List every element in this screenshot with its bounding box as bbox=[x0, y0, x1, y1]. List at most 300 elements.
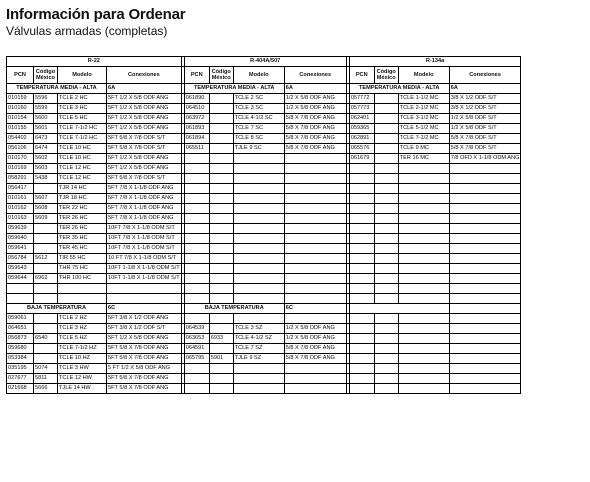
document-subtitle: Válvulas armadas (completas) bbox=[6, 24, 168, 38]
table-row bbox=[7, 344, 521, 354]
pcn-cell bbox=[349, 204, 374, 214]
modelo-cell: TJR 14 HC bbox=[58, 184, 107, 194]
pcn-cell bbox=[349, 214, 374, 224]
conexiones-cell bbox=[449, 194, 521, 204]
codigo-mexico-cell bbox=[209, 174, 233, 184]
pcn-cell bbox=[184, 274, 209, 284]
modelo-cell bbox=[233, 374, 284, 384]
conexiones-cell bbox=[449, 214, 521, 224]
conexiones-cell: 5/8 X 7/8 ODF ANG bbox=[284, 124, 346, 134]
modelo-cell: TER 26 HC bbox=[58, 214, 107, 224]
codigo-mexico-cell bbox=[374, 164, 398, 174]
codigo-mexico-cell bbox=[374, 254, 398, 264]
codigo-mexico-cell bbox=[374, 144, 398, 154]
conexiones-cell: 5/8 X 7/8 ODF ANG bbox=[284, 354, 346, 364]
modelo-cell bbox=[398, 294, 449, 304]
modelo-cell: TCLE 5 HZ bbox=[58, 334, 107, 344]
modelo-cell: TCLE 2 HC bbox=[58, 94, 107, 104]
pcn-cell: 062891 bbox=[349, 134, 374, 144]
modelo-cell: TJR 18 HC bbox=[58, 194, 107, 204]
pcn-cell: 059640 bbox=[7, 234, 34, 244]
codigo-mexico-cell bbox=[374, 354, 398, 364]
conexiones-cell: 5FT 1/2 X 5/8 ODF ANG bbox=[107, 94, 182, 104]
conexiones-cell: 5FT 7/8 X 1-1/8 ODF ANG bbox=[107, 194, 182, 204]
table-row bbox=[7, 184, 521, 194]
conexiones-cell bbox=[449, 224, 521, 234]
codigo-mexico-cell: 5901 bbox=[209, 354, 233, 364]
codigo-mexico-cell bbox=[34, 294, 58, 304]
conexiones-header: Conexiones bbox=[284, 67, 346, 84]
modelo-cell bbox=[398, 174, 449, 184]
refrigerant-group-header: R-134a bbox=[349, 57, 521, 67]
conexiones-cell: 5FT 5/8 X 7/8 ODF ANG bbox=[107, 374, 182, 384]
codigo-mexico-cell bbox=[374, 134, 398, 144]
codigo-mexico-cell: 5074 bbox=[34, 364, 58, 374]
modelo-cell: TCLE 3 HC bbox=[58, 104, 107, 114]
conexiones-cell bbox=[449, 384, 521, 394]
conexiones-header: Conexiones bbox=[449, 67, 521, 84]
codigo-mexico-header: Código México bbox=[209, 67, 233, 84]
conexiones-cell bbox=[449, 344, 521, 354]
pcn-cell: 035195 bbox=[7, 364, 34, 374]
modelo-cell bbox=[233, 164, 284, 174]
codigo-mexico-cell: 5811 bbox=[34, 374, 58, 384]
codigo-mexico-cell bbox=[209, 284, 233, 294]
pcn-cell bbox=[184, 194, 209, 204]
pcn-cell bbox=[184, 264, 209, 274]
modelo-cell: TCLE 2-1/2 MC bbox=[398, 104, 449, 114]
pcn-cell: 059639 bbox=[7, 224, 34, 234]
modelo-cell: TER 35 HC bbox=[58, 234, 107, 244]
codigo-mexico-cell bbox=[374, 324, 398, 334]
conexiones-header: Conexiones bbox=[107, 67, 182, 84]
conexiones-cell bbox=[449, 334, 521, 344]
conexiones-cell bbox=[449, 374, 521, 384]
codigo-mexico-cell bbox=[374, 384, 398, 394]
table-row bbox=[7, 354, 521, 364]
pcn-cell bbox=[349, 284, 374, 294]
conexiones-cell bbox=[284, 204, 346, 214]
table-row bbox=[7, 174, 521, 184]
codigo-mexico-cell: 5600 bbox=[34, 114, 58, 124]
conexiones-cell: 5FT 1/2 X 5/8 ODF ANG bbox=[107, 164, 182, 174]
modelo-cell bbox=[233, 314, 284, 324]
codigo-mexico-cell: 6473 bbox=[34, 134, 58, 144]
modelo-cell: TER 22 HC bbox=[58, 204, 107, 214]
codigo-mexico-cell bbox=[374, 194, 398, 204]
section-label: TEMPERATURA MEDIA - ALTA bbox=[7, 84, 107, 94]
pcn-cell bbox=[349, 244, 374, 254]
column-header-row bbox=[7, 67, 521, 84]
codigo-mexico-cell: 6540 bbox=[34, 334, 58, 344]
table-row bbox=[7, 204, 521, 214]
pcn-cell: 062401 bbox=[349, 114, 374, 124]
conexiones-cell: 1/2 X 5/8 ODF ANG bbox=[284, 324, 346, 334]
modelo-cell bbox=[398, 264, 449, 274]
modelo-cell: TCLE 3 HW bbox=[58, 364, 107, 374]
codigo-mexico-header: Código México bbox=[34, 67, 58, 84]
pcn-cell bbox=[184, 164, 209, 174]
pcn-cell bbox=[184, 184, 209, 194]
pcn-cell bbox=[349, 184, 374, 194]
modelo-cell: TCLE 2 HZ bbox=[58, 314, 107, 324]
codigo-mexico-cell bbox=[209, 294, 233, 304]
conexiones-cell: 3/8 X 1/2 ODF S/T bbox=[449, 94, 521, 104]
conexiones-cell: 5/8 X 7/8 ODF ANG bbox=[284, 134, 346, 144]
conexiones-cell: 5 FT 1/2 X 5/8 ODF ANG bbox=[107, 364, 182, 374]
codigo-mexico-cell: 5438 bbox=[34, 174, 58, 184]
conexiones-cell: 5FT 5/8 X 7/8 ODF ANG bbox=[107, 384, 182, 394]
modelo-cell: THR 75 HC bbox=[58, 264, 107, 274]
pcn-cell bbox=[184, 314, 209, 324]
modelo-cell: TCLE 12 HC bbox=[58, 174, 107, 184]
conexiones-cell: 5FT 5/8 X 7/8 ODF S/T bbox=[107, 134, 182, 144]
section-code: 6C bbox=[107, 304, 182, 314]
section-label bbox=[349, 304, 449, 314]
pcn-cell bbox=[349, 384, 374, 394]
conexiones-cell: 10FT 7/8 X 1-1/8 ODM S/T bbox=[107, 244, 182, 254]
codigo-mexico-cell bbox=[209, 324, 233, 334]
pcn-cell bbox=[184, 204, 209, 214]
pcn-cell: 056784 bbox=[7, 254, 34, 264]
modelo-cell: TCLE 3-1/2 MC bbox=[398, 114, 449, 124]
codigo-mexico-cell bbox=[209, 224, 233, 234]
conexiones-cell bbox=[284, 274, 346, 284]
conexiones-cell: 10 FT 7/8 X 1-1/8 ODM S/T bbox=[107, 254, 182, 264]
modelo-cell: TCLE 4-1/2 SC bbox=[233, 114, 284, 124]
table-row bbox=[7, 264, 521, 274]
table-row bbox=[7, 324, 521, 334]
modelo-cell: TCLE 10 HC bbox=[58, 144, 107, 154]
codigo-mexico-cell bbox=[34, 354, 58, 364]
codigo-mexico-cell bbox=[374, 214, 398, 224]
conexiones-cell: 5FT 5/8 X 7/8 ODF S/T bbox=[107, 144, 182, 154]
pcn-cell: 064510 bbox=[184, 104, 209, 114]
table-row bbox=[7, 364, 521, 374]
codigo-mexico-cell bbox=[209, 264, 233, 274]
pcn-cell bbox=[7, 284, 34, 294]
pcn-cell bbox=[184, 224, 209, 234]
conexiones-cell: 3/8 X 1/2 ODF S/T bbox=[449, 104, 521, 114]
modelo-cell: TCLE 3 SZ bbox=[233, 324, 284, 334]
pcn-cell bbox=[184, 244, 209, 254]
modelo-cell: TCLE 7-1/2 HZ bbox=[58, 344, 107, 354]
modelo-cell bbox=[233, 214, 284, 224]
table-row bbox=[7, 254, 521, 264]
modelo-cell: TER 26 HC bbox=[58, 224, 107, 234]
modelo-cell: TCLE 10 HC bbox=[58, 154, 107, 164]
codigo-mexico-cell bbox=[209, 204, 233, 214]
modelo-cell: TCLE 12 HC bbox=[58, 164, 107, 174]
codigo-mexico-cell: 5596 bbox=[34, 94, 58, 104]
codigo-mexico-cell bbox=[34, 264, 58, 274]
conexiones-cell bbox=[284, 294, 346, 304]
pcn-cell: 065511 bbox=[184, 144, 209, 154]
conexiones-cell bbox=[449, 244, 521, 254]
modelo-header: Modelo bbox=[58, 67, 107, 84]
conexiones-cell bbox=[449, 354, 521, 364]
table-row bbox=[7, 144, 521, 154]
codigo-mexico-cell bbox=[209, 364, 233, 374]
pcn-cell: 010154 bbox=[7, 114, 34, 124]
conexiones-cell bbox=[284, 194, 346, 204]
pcn-cell: 059644 bbox=[7, 274, 34, 284]
conexiones-cell bbox=[449, 184, 521, 194]
conexiones-cell bbox=[449, 204, 521, 214]
conexiones-cell: 10FT 1-1/8 X 1-1/8 ODM S/T bbox=[107, 274, 182, 284]
modelo-cell bbox=[398, 284, 449, 294]
modelo-cell bbox=[233, 234, 284, 244]
table-row bbox=[7, 94, 521, 104]
modelo-cell: THR 100 HC bbox=[58, 274, 107, 284]
pcn-cell: 059643 bbox=[7, 264, 34, 274]
codigo-mexico-cell bbox=[374, 154, 398, 164]
pcn-cell: 059061 bbox=[7, 314, 34, 324]
section-label-row bbox=[7, 84, 521, 94]
pcn-cell bbox=[349, 264, 374, 274]
modelo-cell bbox=[233, 224, 284, 234]
pcn-cell bbox=[184, 364, 209, 374]
conexiones-cell bbox=[449, 294, 521, 304]
table-row bbox=[7, 274, 521, 284]
section-code bbox=[449, 304, 521, 314]
modelo-cell bbox=[233, 244, 284, 254]
codigo-mexico-cell bbox=[374, 344, 398, 354]
codigo-mexico-cell bbox=[34, 324, 58, 334]
pcn-cell: 063972 bbox=[184, 114, 209, 124]
codigo-mexico-cell bbox=[374, 234, 398, 244]
conexiones-cell bbox=[284, 384, 346, 394]
pcn-cell: 027677 bbox=[7, 374, 34, 384]
codigo-mexico-cell bbox=[209, 134, 233, 144]
modelo-cell bbox=[398, 224, 449, 234]
pcn-cell bbox=[184, 284, 209, 294]
codigo-mexico-cell bbox=[34, 224, 58, 234]
pcn-cell: 061679 bbox=[349, 154, 374, 164]
modelo-cell bbox=[233, 294, 284, 304]
conexiones-cell: 1/2 X 5/8 ODF ANG bbox=[284, 104, 346, 114]
codigo-mexico-cell bbox=[374, 274, 398, 284]
table-row bbox=[7, 194, 521, 204]
conexiones-cell: 5FT 1/2 X 5/8 ODF ANG bbox=[107, 334, 182, 344]
conexiones-cell bbox=[449, 364, 521, 374]
conexiones-cell: 5FT 5/8 X 7/8 ODF ANG bbox=[107, 344, 182, 354]
conexiones-cell bbox=[449, 324, 521, 334]
codigo-mexico-cell bbox=[209, 144, 233, 154]
conexiones-cell: 5FT 3/8 X 1/2 ODF ANG bbox=[107, 314, 182, 324]
codigo-mexico-cell bbox=[374, 224, 398, 234]
section-code: 6C bbox=[284, 304, 346, 314]
pcn-cell: 010163 bbox=[7, 214, 34, 224]
conexiones-cell bbox=[284, 154, 346, 164]
modelo-cell bbox=[398, 384, 449, 394]
modelo-cell: TCLE 3 SC bbox=[233, 104, 284, 114]
conexiones-cell: 1/2 X 5/8 ODF S/T bbox=[449, 114, 521, 124]
modelo-cell bbox=[398, 354, 449, 364]
codigo-mexico-cell bbox=[374, 264, 398, 274]
modelo-cell bbox=[58, 294, 107, 304]
modelo-cell: TJLE 9 SZ bbox=[233, 354, 284, 364]
pcn-cell: 056106 bbox=[7, 144, 34, 154]
modelo-cell bbox=[233, 284, 284, 294]
ordering-table bbox=[6, 56, 521, 394]
pcn-cell: 056873 bbox=[7, 334, 34, 344]
pcn-cell bbox=[349, 174, 374, 184]
codigo-mexico-cell bbox=[209, 164, 233, 174]
modelo-cell: TJLE 14 HW bbox=[58, 384, 107, 394]
codigo-mexico-cell: 6962 bbox=[34, 274, 58, 284]
pcn-cell bbox=[349, 324, 374, 334]
conexiones-cell: 5FT 7/8 X 1-1/8 ODF ANG bbox=[107, 204, 182, 214]
modelo-cell bbox=[398, 274, 449, 284]
pcn-cell bbox=[349, 314, 374, 324]
conexiones-cell: 5/8 X 7/8 ODF ANG bbox=[284, 144, 346, 154]
section-label-row bbox=[7, 304, 521, 314]
modelo-cell: TER 16 MC bbox=[398, 154, 449, 164]
pcn-cell bbox=[349, 234, 374, 244]
pcn-cell bbox=[184, 374, 209, 384]
pcn-cell bbox=[349, 374, 374, 384]
modelo-cell bbox=[233, 364, 284, 374]
modelo-cell: TCLE 9 MC bbox=[398, 144, 449, 154]
section-code: 6A bbox=[107, 84, 182, 94]
codigo-mexico-cell bbox=[374, 284, 398, 294]
pcn-cell: 010169 bbox=[7, 164, 34, 174]
pcn-header: PCN bbox=[7, 67, 34, 84]
conexiones-cell bbox=[284, 314, 346, 324]
codigo-mexico-cell bbox=[34, 244, 58, 254]
codigo-mexico-cell bbox=[374, 104, 398, 114]
section-label: BAJA TEMPERATURA bbox=[184, 304, 284, 314]
conexiones-cell: 10FT 7/8 X 1-1/8 ODM S/T bbox=[107, 234, 182, 244]
modelo-cell: TCLE 1-1/2 MC bbox=[398, 94, 449, 104]
codigo-mexico-cell bbox=[374, 334, 398, 344]
codigo-mexico-cell: 5603 bbox=[34, 164, 58, 174]
modelo-cell bbox=[58, 284, 107, 294]
modelo-cell: TCLE 10 HZ bbox=[58, 354, 107, 364]
modelo-cell bbox=[233, 174, 284, 184]
conexiones-cell bbox=[449, 234, 521, 244]
section-label: TEMPERATURA MEDIA - ALTA bbox=[349, 84, 449, 94]
modelo-cell bbox=[398, 324, 449, 334]
modelo-cell bbox=[233, 384, 284, 394]
modelo-cell: TCLE 4-1/2 SZ bbox=[233, 334, 284, 344]
modelo-cell: TCLE 7-1/2 MC bbox=[398, 134, 449, 144]
pcn-cell: 064591 bbox=[184, 344, 209, 354]
pcn-cell: 010160 bbox=[7, 104, 34, 114]
group-header-row bbox=[7, 57, 521, 67]
conexiones-cell: 5FT 5/8 X 7/8 ODF S/T bbox=[107, 174, 182, 184]
conexiones-cell: 5FT 5/8 X 7/8 ODF ANG bbox=[107, 354, 182, 364]
pcn-cell bbox=[349, 224, 374, 234]
codigo-mexico-cell: 6474 bbox=[34, 144, 58, 154]
conexiones-cell: 1/2 X 5/8 ODF ANG bbox=[284, 334, 346, 344]
codigo-mexico-cell bbox=[374, 94, 398, 104]
codigo-mexico-cell bbox=[374, 124, 398, 134]
conexiones-cell bbox=[284, 234, 346, 244]
pcn-cell: 057772 bbox=[349, 94, 374, 104]
codigo-mexico-cell bbox=[374, 294, 398, 304]
section-label: BAJA TEMPERATURA bbox=[7, 304, 107, 314]
modelo-cell: TCLE 7-1/2 HC bbox=[58, 124, 107, 134]
pcn-cell: 056417 bbox=[7, 184, 34, 194]
conexiones-cell bbox=[284, 214, 346, 224]
conexiones-cell: 5/8 X 7/8 ODF ANG bbox=[284, 114, 346, 124]
modelo-cell: TCLE 5-1/2 MC bbox=[398, 124, 449, 134]
table-row bbox=[7, 224, 521, 234]
modelo-cell bbox=[233, 254, 284, 264]
conexiones-cell bbox=[284, 224, 346, 234]
pcn-cell: 057773 bbox=[349, 104, 374, 114]
codigo-mexico-cell bbox=[374, 314, 398, 324]
conexiones-cell: 5FT 7/8 X 1-1/8 ODF ANG bbox=[107, 184, 182, 194]
modelo-cell: TCLE 2 SC bbox=[233, 94, 284, 104]
codigo-mexico-cell bbox=[209, 384, 233, 394]
conexiones-cell bbox=[284, 174, 346, 184]
modelo-cell bbox=[233, 204, 284, 214]
modelo-cell bbox=[233, 274, 284, 284]
modelo-cell bbox=[398, 194, 449, 204]
conexiones-cell: 10FT 1-1/8 X 1-1/8 ODM S/T bbox=[107, 264, 182, 274]
codigo-mexico-cell bbox=[374, 364, 398, 374]
modelo-cell bbox=[398, 244, 449, 254]
table-row bbox=[7, 164, 521, 174]
conexiones-cell bbox=[449, 174, 521, 184]
codigo-mexico-cell bbox=[209, 124, 233, 134]
table-row bbox=[7, 384, 521, 394]
codigo-mexico-cell bbox=[34, 344, 58, 354]
codigo-mexico-cell: 5607 bbox=[34, 194, 58, 204]
modelo-cell bbox=[233, 184, 284, 194]
codigo-mexico-cell bbox=[209, 344, 233, 354]
codigo-mexico-header: Código México bbox=[374, 67, 398, 84]
codigo-mexico-cell bbox=[34, 184, 58, 194]
modelo-cell: TCLE 3 HZ bbox=[58, 324, 107, 334]
refrigerant-group-header: R-22 bbox=[7, 57, 182, 67]
pcn-cell: 059641 bbox=[7, 244, 34, 254]
codigo-mexico-cell bbox=[209, 244, 233, 254]
modelo-cell bbox=[398, 164, 449, 174]
modelo-header: Modelo bbox=[398, 67, 449, 84]
pcn-cell bbox=[349, 354, 374, 364]
conexiones-cell bbox=[107, 284, 182, 294]
conexiones-cell bbox=[449, 274, 521, 284]
codigo-mexico-cell: 5599 bbox=[34, 104, 58, 114]
section-code: 6A bbox=[449, 84, 521, 94]
codigo-mexico-cell bbox=[34, 284, 58, 294]
modelo-cell: TER 45 HC bbox=[58, 244, 107, 254]
codigo-mexico-cell: 5602 bbox=[34, 154, 58, 164]
pcn-cell: 010155 bbox=[7, 124, 34, 134]
modelo-cell: TCLE 12 HW bbox=[58, 374, 107, 384]
pcn-cell bbox=[184, 214, 209, 224]
conexiones-cell bbox=[284, 254, 346, 264]
codigo-mexico-cell bbox=[374, 174, 398, 184]
conexiones-cell: 5/8 X 7/8 ODF S/T bbox=[449, 134, 521, 144]
pcn-cell bbox=[349, 164, 374, 174]
conexiones-cell: 5FT 1/2 X 5/8 ODF ANG bbox=[107, 114, 182, 124]
table-row bbox=[7, 214, 521, 224]
codigo-mexico-cell bbox=[209, 154, 233, 164]
table-row bbox=[7, 114, 521, 124]
conexiones-cell bbox=[284, 284, 346, 294]
conexiones-cell bbox=[284, 364, 346, 374]
modelo-cell bbox=[398, 234, 449, 244]
conexiones-cell: 5FT 3/8 X 1/2 ODF S/T bbox=[107, 324, 182, 334]
codigo-mexico-cell bbox=[374, 184, 398, 194]
codigo-mexico-cell: 5666 bbox=[34, 384, 58, 394]
codigo-mexico-cell bbox=[374, 244, 398, 254]
